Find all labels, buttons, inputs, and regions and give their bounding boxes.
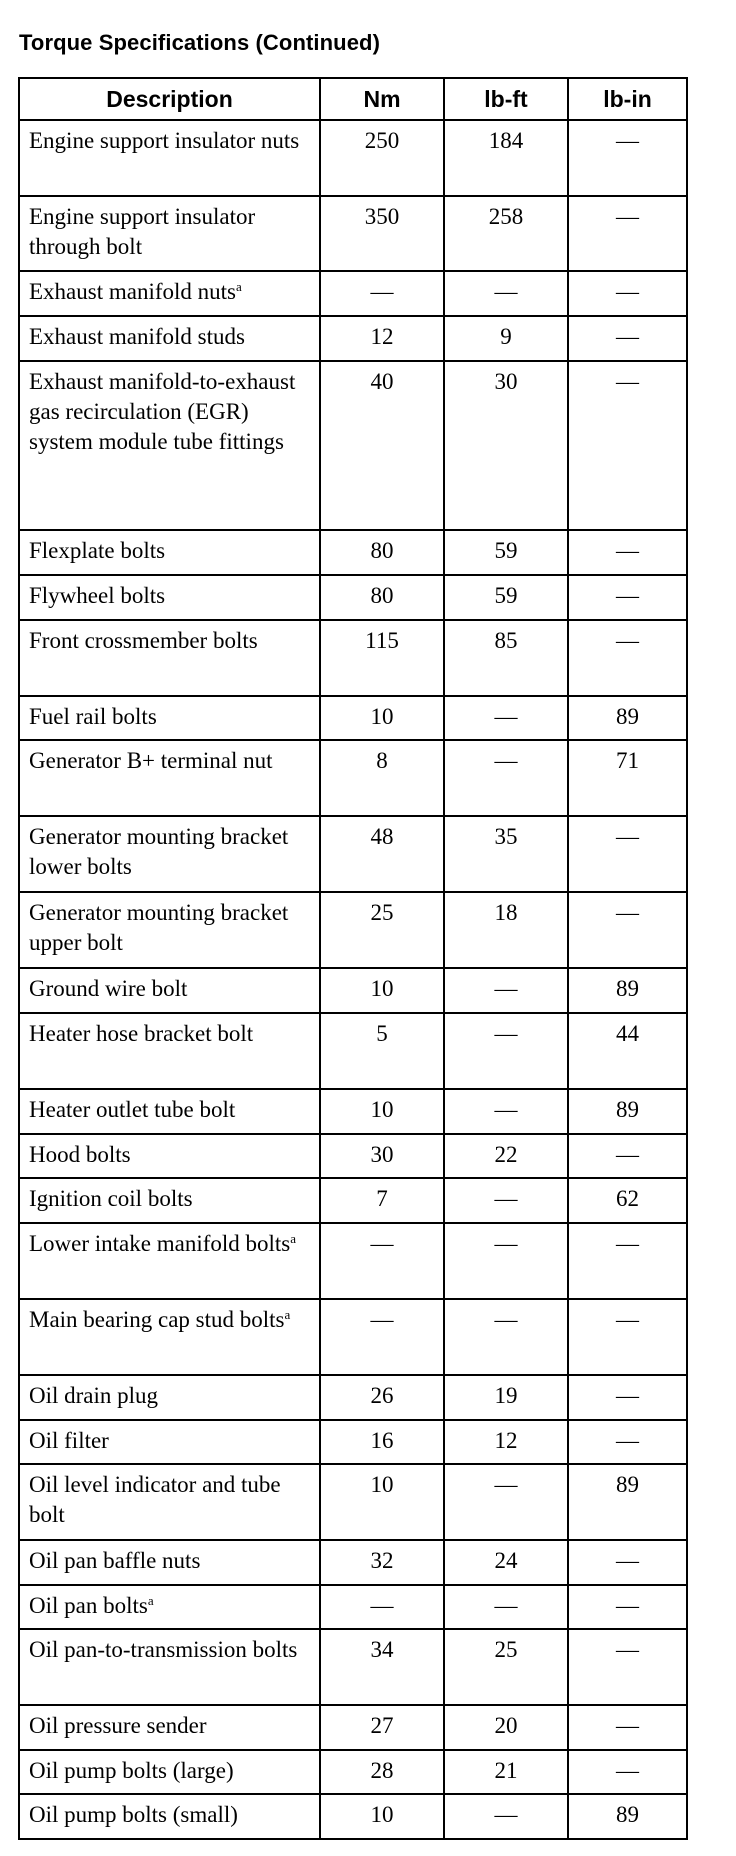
table-row — [19, 1629, 687, 1705]
cell-description — [19, 1705, 320, 1750]
cell-nm: 40 — [320, 361, 444, 530]
cell-nm: 32 — [320, 1540, 444, 1585]
description-text: Oil pump bolts (small) — [29, 1802, 238, 1827]
cell-lb-ft: — — [444, 1178, 568, 1223]
cell-lb-ft: 18 — [444, 892, 568, 968]
cell-lb-ft: — — [444, 1013, 568, 1089]
description-text: Exhaust manifold nuts — [29, 279, 236, 304]
cell-lb-ft: 24 — [444, 1540, 568, 1585]
description-text: Lower intake manifold bolts — [29, 1231, 291, 1256]
table-row — [19, 361, 687, 530]
table-row — [19, 271, 687, 316]
description-text: Oil pan bolts — [29, 1593, 148, 1618]
cell-description — [19, 696, 320, 740]
cell-nm: 115 — [320, 620, 444, 696]
footnote-marker: a — [235, 279, 242, 294]
cell-lb-in: — — [568, 816, 687, 892]
description-text: Flywheel bolts — [29, 583, 166, 608]
table-row — [19, 1134, 687, 1178]
description-text: Oil filter — [29, 1428, 109, 1453]
header-lb-in: lb-in — [568, 78, 687, 120]
cell-description — [19, 1629, 320, 1705]
cell-lb-in: — — [568, 1134, 687, 1178]
cell-lb-in: — — [568, 1375, 687, 1420]
table-row — [19, 740, 687, 816]
cell-nm: 5 — [320, 1013, 444, 1089]
cell-lb-in: — — [568, 1420, 687, 1464]
cell-lb-in: — — [568, 575, 687, 620]
cell-lb-ft: — — [444, 696, 568, 740]
cell-lb-in: — — [568, 892, 687, 968]
cell-lb-in: — — [568, 316, 687, 361]
cell-nm: 27 — [320, 1705, 444, 1750]
table-row — [19, 1705, 687, 1750]
cell-lb-ft: 20 — [444, 1705, 568, 1750]
cell-description — [19, 892, 320, 968]
cell-lb-ft: — — [444, 740, 568, 816]
cell-description — [19, 1089, 320, 1134]
cell-description — [19, 361, 320, 530]
cell-lb-in: 62 — [568, 1178, 687, 1223]
description-text: Exhaust manifold-to-exhaust gas recirculation (EGR) system module tube fittings — [29, 369, 296, 454]
description-text: Oil pan baffle nuts — [29, 1548, 201, 1573]
cell-nm: 8 — [320, 740, 444, 816]
cell-lb-ft: 184 — [444, 120, 568, 196]
table-row — [19, 892, 687, 968]
cell-description — [19, 1464, 320, 1540]
description-text: Generator mounting bracket upper bolt — [29, 900, 289, 955]
description-text: Fuel rail bolts — [29, 704, 157, 729]
cell-lb-ft: — — [444, 1794, 568, 1839]
cell-lb-ft: — — [444, 1299, 568, 1375]
cell-lb-in: — — [568, 196, 687, 271]
cell-nm: 16 — [320, 1420, 444, 1464]
cell-nm: 26 — [320, 1375, 444, 1420]
cell-lb-in: — — [568, 1585, 687, 1629]
cell-lb-in: 89 — [568, 1794, 687, 1839]
cell-lb-in: 44 — [568, 1013, 687, 1089]
table-row — [19, 620, 687, 696]
cell-lb-in: — — [568, 620, 687, 696]
cell-lb-ft: 21 — [444, 1750, 568, 1794]
footnote-marker: a — [284, 1307, 291, 1322]
cell-lb-ft: 12 — [444, 1420, 568, 1464]
description-text: Oil pressure sender — [29, 1713, 207, 1738]
cell-description — [19, 530, 320, 575]
description-text: Oil level indicator and tube bolt — [29, 1472, 281, 1527]
torque-spec-table — [18, 77, 688, 1840]
table-row — [19, 1299, 687, 1375]
description-text: Heater outlet tube bolt — [29, 1097, 236, 1122]
table-row — [19, 1089, 687, 1134]
table-row — [19, 196, 687, 271]
cell-lb-in: — — [568, 361, 687, 530]
cell-description — [19, 1585, 320, 1629]
cell-nm: 28 — [320, 1750, 444, 1794]
cell-lb-ft: 9 — [444, 316, 568, 361]
description-text: Engine support insulator through bolt — [29, 204, 256, 259]
header-row — [19, 78, 687, 120]
cell-nm: — — [320, 1585, 444, 1629]
table-row — [19, 1750, 687, 1794]
cell-description — [19, 1299, 320, 1375]
cell-description — [19, 620, 320, 696]
table-row — [19, 1375, 687, 1420]
cell-lb-in: 89 — [568, 1464, 687, 1540]
cell-lb-ft: — — [444, 1585, 568, 1629]
cell-lb-ft: 19 — [444, 1375, 568, 1420]
cell-nm: 48 — [320, 816, 444, 892]
cell-description — [19, 271, 320, 316]
cell-nm: — — [320, 271, 444, 316]
cell-nm: 10 — [320, 696, 444, 740]
description-text: Front crossmember bolts — [29, 628, 258, 653]
cell-lb-ft: 25 — [444, 1629, 568, 1705]
cell-nm: 34 — [320, 1629, 444, 1705]
cell-description — [19, 575, 320, 620]
cell-lb-ft: 85 — [444, 620, 568, 696]
description-text: Engine support insulator nuts — [29, 128, 300, 153]
table-row — [19, 1464, 687, 1540]
cell-lb-in: 71 — [568, 740, 687, 816]
cell-description — [19, 740, 320, 816]
cell-nm: 25 — [320, 892, 444, 968]
table-row — [19, 1794, 687, 1839]
table-row — [19, 696, 687, 740]
cell-lb-in: — — [568, 1705, 687, 1750]
table-row — [19, 1585, 687, 1629]
cell-nm: 10 — [320, 1794, 444, 1839]
description-text: Main bearing cap stud bolts — [29, 1307, 285, 1332]
table-row — [19, 1540, 687, 1585]
cell-lb-in: — — [568, 1750, 687, 1794]
table-row — [19, 816, 687, 892]
table-row — [19, 968, 687, 1013]
cell-description — [19, 196, 320, 271]
cell-nm: 10 — [320, 1089, 444, 1134]
cell-description — [19, 1540, 320, 1585]
description-text: Exhaust manifold studs — [29, 324, 245, 349]
description-text: Ground wire bolt — [29, 976, 188, 1001]
cell-nm: 12 — [320, 316, 444, 361]
cell-nm: 80 — [320, 575, 444, 620]
table-row — [19, 1420, 687, 1464]
cell-description — [19, 316, 320, 361]
description-text: Oil pump bolts (large) — [29, 1758, 234, 1783]
cell-nm: 10 — [320, 1464, 444, 1540]
cell-lb-in: — — [568, 1223, 687, 1299]
cell-lb-ft: — — [444, 1464, 568, 1540]
cell-description — [19, 1420, 320, 1464]
cell-nm: 30 — [320, 1134, 444, 1178]
cell-lb-in: — — [568, 1299, 687, 1375]
description-text: Heater hose bracket bolt — [29, 1021, 254, 1046]
cell-lb-in: 89 — [568, 1089, 687, 1134]
description-text: Oil drain plug — [29, 1383, 159, 1408]
cell-lb-ft: 258 — [444, 196, 568, 271]
cell-lb-in: 89 — [568, 696, 687, 740]
header-nm: Nm — [320, 78, 444, 120]
cell-description — [19, 1223, 320, 1299]
cell-description — [19, 816, 320, 892]
cell-nm: — — [320, 1299, 444, 1375]
description-text: Hood bolts — [29, 1142, 131, 1167]
cell-nm: 80 — [320, 530, 444, 575]
cell-lb-ft: — — [444, 968, 568, 1013]
cell-lb-in: — — [568, 1540, 687, 1585]
cell-lb-in: 89 — [568, 968, 687, 1013]
cell-lb-ft: 59 — [444, 530, 568, 575]
cell-lb-in: — — [568, 1629, 687, 1705]
description-text: Generator B+ terminal nut — [29, 748, 273, 773]
cell-description — [19, 1013, 320, 1089]
cell-nm: — — [320, 1223, 444, 1299]
cell-lb-in: — — [568, 271, 687, 316]
cell-lb-ft: 22 — [444, 1134, 568, 1178]
table-row — [19, 575, 687, 620]
cell-nm: 350 — [320, 196, 444, 271]
header-lb-ft: lb-ft — [444, 78, 568, 120]
table-title: Torque Specifications (Continued) — [19, 30, 381, 55]
cell-lb-ft: 30 — [444, 361, 568, 530]
cell-description — [19, 1750, 320, 1794]
cell-description — [19, 1178, 320, 1223]
table-row — [19, 530, 687, 575]
footnote-marker: a — [290, 1231, 297, 1246]
cell-lb-ft: 59 — [444, 575, 568, 620]
table-row — [19, 1178, 687, 1223]
cell-description — [19, 1134, 320, 1178]
table-row — [19, 120, 687, 196]
footnote-marker: a — [147, 1593, 154, 1608]
cell-nm: 250 — [320, 120, 444, 196]
cell-lb-in: — — [568, 120, 687, 196]
description-text: Ignition coil bolts — [29, 1186, 193, 1211]
table-row — [19, 1223, 687, 1299]
table-row — [19, 316, 687, 361]
cell-lb-ft: — — [444, 1089, 568, 1134]
cell-nm: 7 — [320, 1178, 444, 1223]
cell-lb-ft: — — [444, 1223, 568, 1299]
cell-description — [19, 968, 320, 1013]
table-row — [19, 1013, 687, 1089]
description-text: Flexplate bolts — [29, 538, 166, 563]
cell-description — [19, 120, 320, 196]
description-text: Generator mounting bracket lower bolts — [29, 824, 289, 879]
cell-lb-ft: 35 — [444, 816, 568, 892]
cell-description — [19, 1375, 320, 1420]
header-description: Description — [19, 78, 320, 120]
description-text: Oil pan-to-transmission bolts — [29, 1637, 298, 1662]
cell-description — [19, 1794, 320, 1839]
cell-lb-ft: — — [444, 271, 568, 316]
cell-nm: 10 — [320, 968, 444, 1013]
cell-lb-in: — — [568, 530, 687, 575]
